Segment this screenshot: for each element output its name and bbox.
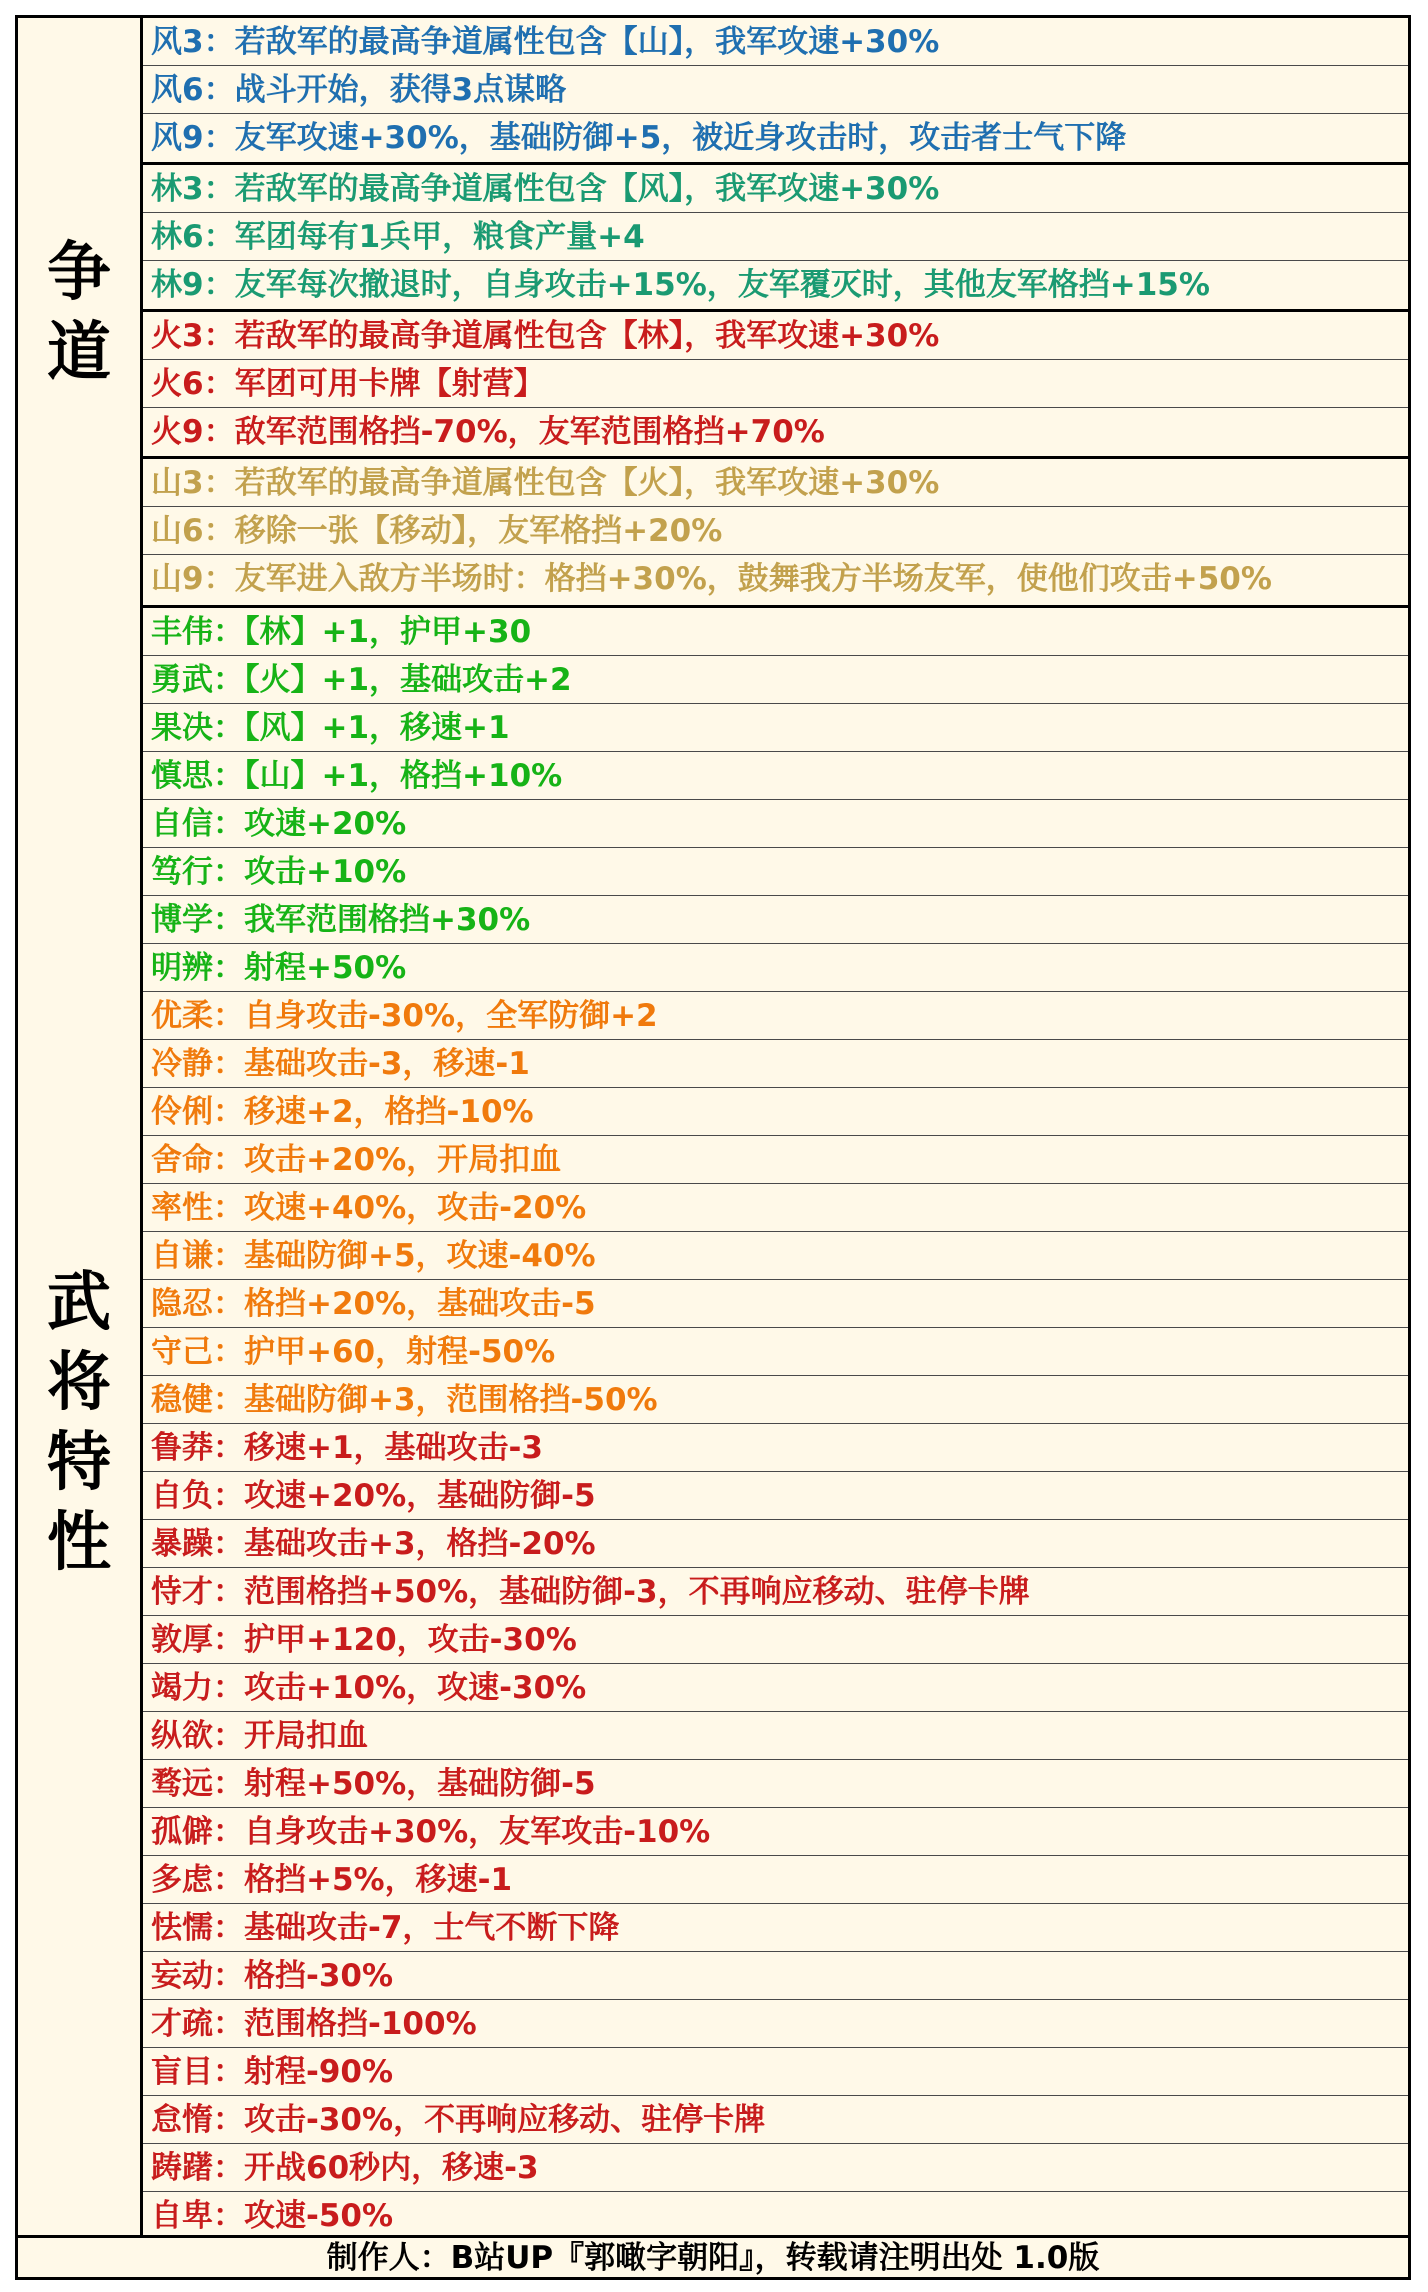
item-text: 若敌军的最高争道属性包含【风】，我军攻速+30% <box>234 171 940 207</box>
item-separator: ： <box>213 710 244 746</box>
list-item <box>143 2096 1408 2144</box>
zhengdao-group <box>143 18 1408 165</box>
list-item <box>143 752 1408 800</box>
item-key: 恃才 <box>151 1574 213 1610</box>
item-separator: ： <box>203 120 235 156</box>
item-key: 火9 <box>151 414 204 450</box>
item-text: 格挡-30% <box>244 1958 394 1994</box>
item-separator: ： <box>203 24 235 60</box>
item-separator: ： <box>203 318 235 354</box>
list-item <box>143 213 1408 261</box>
section-label-char: 性 <box>47 1506 111 1580</box>
list-item <box>143 1664 1408 1712</box>
item-separator: ： <box>213 806 244 842</box>
list-item <box>143 1088 1408 1136</box>
item-text: 范围格挡-100% <box>244 2006 477 2042</box>
item-separator: ： <box>213 2198 244 2234</box>
item-text: 【火】+1，基础攻击+2 <box>244 662 572 698</box>
item-text: 攻击+10% <box>244 854 407 890</box>
list-item <box>143 507 1408 555</box>
item-text: 军团每有1兵甲，粮食产量+4 <box>234 219 645 255</box>
list-item <box>143 1328 1408 1376</box>
item-text: 敌军范围格挡-70%，友军范围格挡+70% <box>234 414 825 450</box>
section-label-char: 特 <box>47 1426 111 1500</box>
footer-credit: 制作人：B站UP『郭噉字朝阳』，转载请注明出处 1.0版 <box>18 2235 1408 2277</box>
zhengdao-group <box>143 165 1408 312</box>
item-separator: ： <box>213 1190 244 1226</box>
item-text: 若敌军的最高争道属性包含【火】，我军攻速+30% <box>234 465 940 501</box>
item-separator: ： <box>213 950 244 986</box>
list-item <box>143 1472 1408 1520</box>
item-key: 自信 <box>151 806 213 842</box>
item-text: 格挡+20%，基础攻击-5 <box>244 1286 596 1322</box>
item-separator: ： <box>213 854 244 890</box>
list-item <box>143 656 1408 704</box>
item-separator: ： <box>213 2150 244 2186</box>
item-text: 移速+1，基础攻击-3 <box>244 1430 543 1466</box>
list-item <box>143 1184 1408 1232</box>
list-item <box>143 992 1408 1040</box>
item-text: 开战60秒内，移速-3 <box>244 2150 539 2186</box>
list-item <box>143 360 1408 408</box>
list-item <box>143 1712 1408 1760</box>
list-item <box>143 896 1408 944</box>
item-key: 鲁莽 <box>151 1430 213 1466</box>
item-separator: ： <box>213 1574 244 1610</box>
item-key: 火6 <box>151 366 204 402</box>
item-separator: ： <box>203 561 235 597</box>
list-item <box>143 1376 1408 1424</box>
item-text: 射程-90% <box>244 2054 394 2090</box>
item-key: 暴躁 <box>151 1526 213 1562</box>
item-text: 攻速+20%，基础防御-5 <box>244 1478 596 1514</box>
item-separator: ： <box>203 72 235 108</box>
item-key: 妄动 <box>151 1958 213 1994</box>
item-separator: ： <box>213 1382 244 1418</box>
list-item <box>143 312 1408 360</box>
item-key: 果决 <box>151 710 213 746</box>
item-key: 怠惰 <box>151 2102 213 2138</box>
item-separator: ： <box>213 758 244 794</box>
item-text: 若敌军的最高争道属性包含【林】，我军攻速+30% <box>234 318 940 354</box>
item-text: 【林】+1，护甲+30 <box>244 614 532 650</box>
item-text: 【山】+1，格挡+10% <box>244 758 563 794</box>
item-key: 盲目 <box>151 2054 213 2090</box>
item-separator: ： <box>213 1286 244 1322</box>
item-text: 【风】+1，移速+1 <box>244 710 510 746</box>
list-item <box>143 1568 1408 1616</box>
item-key: 孤僻 <box>151 1814 213 1850</box>
section-label-char: 将 <box>47 1346 111 1420</box>
item-text: 移速+2，格挡-10% <box>244 1094 534 1130</box>
item-text: 攻速+40%，攻击-20% <box>244 1190 587 1226</box>
item-separator: ： <box>213 902 244 938</box>
item-key: 林3 <box>151 171 204 207</box>
list-item <box>143 2144 1408 2192</box>
zhengdao-group <box>143 459 1408 608</box>
traits-list <box>143 608 1408 2240</box>
list-item <box>143 608 1408 656</box>
item-key: 林9 <box>151 267 204 303</box>
list-item <box>143 18 1408 66</box>
list-item <box>143 944 1408 992</box>
item-separator: ： <box>213 1478 244 1514</box>
item-key: 敦厚 <box>151 1622 213 1658</box>
item-text: 护甲+120，攻击-30% <box>244 1622 577 1658</box>
item-text: 我军范围格挡+30% <box>244 902 531 938</box>
item-separator: ： <box>213 1526 244 1562</box>
item-key: 纵欲 <box>151 1718 213 1754</box>
item-key: 率性 <box>151 1190 213 1226</box>
item-text: 军团可用卡牌【射营】 <box>234 366 545 402</box>
item-key: 笃行 <box>151 854 213 890</box>
item-key: 自负 <box>151 1478 213 1514</box>
list-item <box>143 165 1408 213</box>
item-key: 自卑 <box>151 2198 213 2234</box>
list-item <box>143 800 1408 848</box>
item-text: 格挡+5%，移速-1 <box>244 1862 513 1898</box>
list-item <box>143 408 1408 456</box>
item-separator: ： <box>203 171 235 207</box>
item-text: 攻击+10%，攻速-30% <box>244 1670 587 1706</box>
item-text: 攻速-50% <box>244 2198 394 2234</box>
list-item <box>143 555 1408 603</box>
item-text: 友军攻速+30%，基础防御+5，被近身攻击时，攻击者士气下降 <box>234 120 1127 156</box>
item-key: 山3 <box>151 465 204 501</box>
item-text: 开局扣血 <box>244 1718 368 1754</box>
item-key: 优柔 <box>151 998 213 1034</box>
item-key: 风3 <box>151 24 204 60</box>
item-key: 丰伟 <box>151 614 213 650</box>
item-separator: ： <box>213 1910 244 1946</box>
item-separator: ： <box>213 614 244 650</box>
item-text: 自身攻击-30%，全军防御+2 <box>244 998 658 1034</box>
item-separator: ： <box>213 1766 244 1802</box>
item-separator: ： <box>213 2054 244 2090</box>
item-text: 自身攻击+30%，友军攻击-10% <box>244 1814 711 1850</box>
list-item <box>143 848 1408 896</box>
section-label-zhengdao <box>18 18 140 608</box>
item-text: 基础防御+5，攻速-40% <box>244 1238 596 1274</box>
item-separator: ： <box>213 662 244 698</box>
item-separator: ： <box>203 513 235 549</box>
list-item <box>143 1280 1408 1328</box>
section-label-char: 争 <box>47 236 111 310</box>
list-item <box>143 1808 1408 1856</box>
item-key: 踌躇 <box>151 2150 213 2186</box>
item-separator: ： <box>213 1334 244 1370</box>
item-text: 射程+50% <box>244 950 407 986</box>
item-separator: ： <box>213 1814 244 1850</box>
item-separator: ： <box>213 2006 244 2042</box>
list-item <box>143 1856 1408 1904</box>
section-label-char: 道 <box>47 316 111 390</box>
item-separator: ： <box>203 267 235 303</box>
item-text: 若敌军的最高争道属性包含【山】，我军攻速+30% <box>234 24 940 60</box>
zhengdao-group <box>143 312 1408 459</box>
item-text: 基础攻击+3，格挡-20% <box>244 1526 596 1562</box>
list-item <box>143 1904 1408 1952</box>
item-key: 风9 <box>151 120 204 156</box>
item-key: 稳健 <box>151 1382 213 1418</box>
section-label-traits <box>18 608 140 2238</box>
item-key: 舍命 <box>151 1142 213 1178</box>
item-key: 火3 <box>151 318 204 354</box>
list-item <box>143 1136 1408 1184</box>
item-key: 冷静 <box>151 1046 213 1082</box>
list-item <box>143 261 1408 309</box>
item-key: 山9 <box>151 561 204 597</box>
item-text: 友军每次撤退时，自身攻击+15%，友军覆灭时，其他友军格挡+15% <box>234 267 1210 303</box>
item-separator: ： <box>213 1046 244 1082</box>
item-key: 明辨 <box>151 950 213 986</box>
item-text: 基础攻击-7，士气不断下降 <box>244 1910 620 1946</box>
item-key: 山6 <box>151 513 204 549</box>
item-separator: ： <box>213 1958 244 1994</box>
item-text: 射程+50%，基础防御-5 <box>244 1766 596 1802</box>
item-key: 才疏 <box>151 2006 213 2042</box>
item-separator: ： <box>203 219 235 255</box>
item-text: 基础防御+3，范围格挡-50% <box>244 1382 658 1418</box>
list-item <box>143 66 1408 114</box>
item-text: 攻速+20% <box>244 806 407 842</box>
list-item <box>143 2192 1408 2240</box>
item-separator: ： <box>203 366 235 402</box>
item-key: 怯懦 <box>151 1910 213 1946</box>
item-separator: ： <box>213 998 244 1034</box>
item-key: 自谦 <box>151 1238 213 1274</box>
item-separator: ： <box>213 1094 244 1130</box>
item-text: 基础攻击-3，移速-1 <box>244 1046 530 1082</box>
item-text: 移除一张【移动】，友军格挡+20% <box>234 513 723 549</box>
list-item <box>143 1040 1408 1088</box>
item-key: 守己 <box>151 1334 213 1370</box>
item-separator: ： <box>213 1238 244 1274</box>
item-key: 博学 <box>151 902 213 938</box>
list-item <box>143 1952 1408 2000</box>
item-key: 骛远 <box>151 1766 213 1802</box>
item-separator: ： <box>213 1718 244 1754</box>
list-item <box>143 2048 1408 2096</box>
item-separator: ： <box>203 465 235 501</box>
list-item <box>143 1616 1408 1664</box>
trait-sheet <box>15 15 1411 2280</box>
item-key: 隐忍 <box>151 1286 213 1322</box>
item-key: 林6 <box>151 219 204 255</box>
item-separator: ： <box>213 1670 244 1706</box>
list-item <box>143 2000 1408 2048</box>
item-text: 攻击-30%，不再响应移动、驻停卡牌 <box>244 2102 766 2138</box>
list-item <box>143 1520 1408 1568</box>
item-text: 护甲+60，射程-50% <box>244 1334 556 1370</box>
item-separator: ： <box>213 1622 244 1658</box>
item-key: 伶俐 <box>151 1094 213 1130</box>
item-separator: ： <box>213 1142 244 1178</box>
item-separator: ： <box>213 1430 244 1466</box>
item-separator: ： <box>213 2102 244 2138</box>
zhengdao-list <box>143 18 1408 608</box>
item-separator: ： <box>213 1862 244 1898</box>
list-item <box>143 459 1408 507</box>
list-item <box>143 1232 1408 1280</box>
item-key: 勇武 <box>151 662 213 698</box>
item-key: 慎思 <box>151 758 213 794</box>
list-item <box>143 114 1408 162</box>
item-text: 友军进入敌方半场时：格挡+30%，鼓舞我方半场友军，使他们攻击+50% <box>234 561 1272 597</box>
item-text: 攻击+20%，开局扣血 <box>244 1142 562 1178</box>
item-key: 竭力 <box>151 1670 213 1706</box>
item-text: 战斗开始，获得3点谋略 <box>234 72 567 108</box>
item-key: 风6 <box>151 72 204 108</box>
list-item <box>143 704 1408 752</box>
item-separator: ： <box>203 414 235 450</box>
list-item <box>143 1760 1408 1808</box>
item-key: 多虑 <box>151 1862 213 1898</box>
section-label-char: 武 <box>47 1266 111 1340</box>
item-text: 范围格挡+50%，基础防御-3，不再响应移动、驻停卡牌 <box>244 1574 1030 1610</box>
list-item <box>143 1424 1408 1472</box>
